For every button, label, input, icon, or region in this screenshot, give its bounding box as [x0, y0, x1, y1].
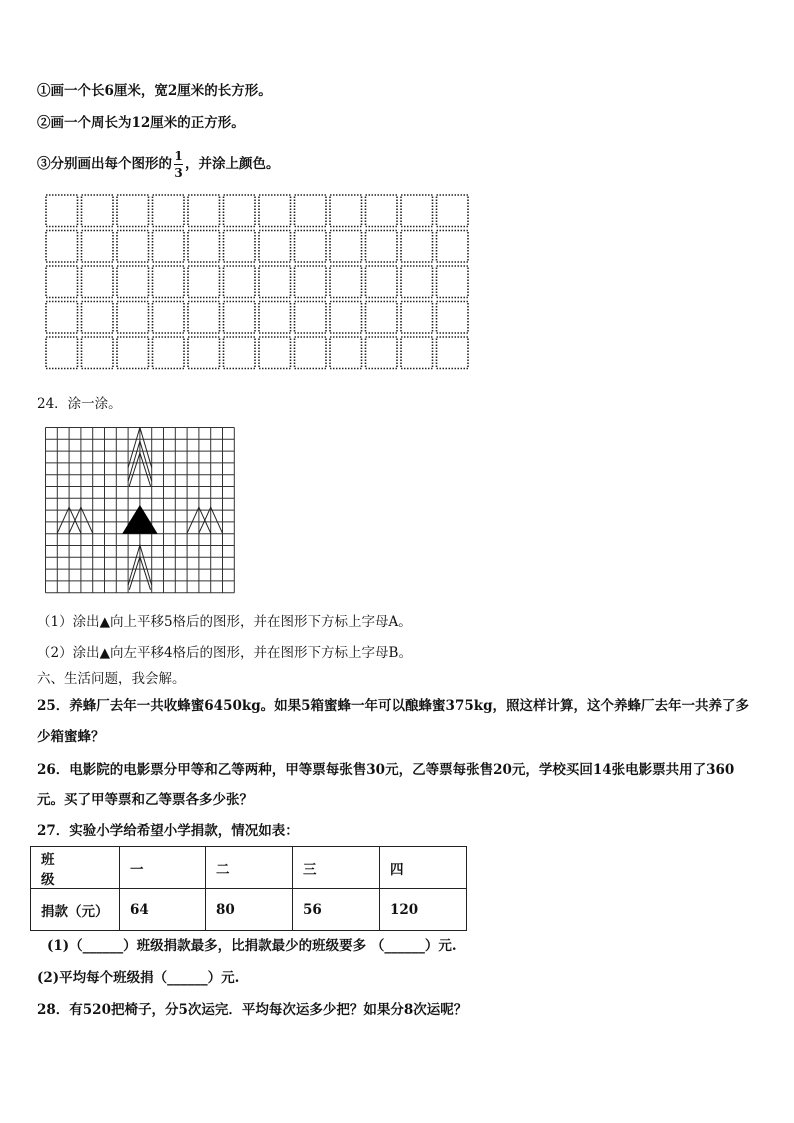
dotted-cell: [437, 195, 469, 227]
dotted-cell: [401, 231, 433, 263]
dotted-cell: [295, 195, 327, 227]
dotted-cell: [82, 231, 114, 263]
dotted-cell: [259, 302, 291, 334]
table-cell: 80: [206, 889, 293, 931]
table-cell: 56: [293, 889, 380, 931]
table-cell: 一: [120, 847, 206, 889]
dotted-cell: [188, 266, 220, 298]
q23-item3: [37, 149, 280, 180]
q23-item1: ①画一个长6厘米，宽2厘米的长方形。: [37, 83, 272, 99]
dotted-cell: [188, 231, 220, 263]
dotted-cell: [117, 266, 149, 298]
table-cell: 三: [293, 847, 380, 889]
q24-sub2: （2）涂出▲向左平移4格后的图形，并在图形下方标上字母B。: [37, 645, 412, 661]
table-cell: 二: [206, 847, 293, 889]
dotted-cell: [366, 231, 398, 263]
fraction-one-third: [174, 149, 183, 180]
table-cell: 四: [380, 847, 467, 889]
dotted-cell: [46, 195, 78, 227]
dotted-cell: [82, 266, 114, 298]
dotted-cell: [401, 195, 433, 227]
dotted-cell: [153, 266, 185, 298]
q24-sub1: （1）涂出▲向上平移5格后的图形，并在图形下方标上字母A。: [37, 614, 412, 630]
q23-item2: ②画一个周长为12厘米的正方形。: [37, 115, 245, 131]
q25-line2: 少箱蜜蜂？: [37, 729, 105, 745]
table-cell: 120: [380, 889, 467, 931]
q23-item3-prefix: ③分别画出每个图形的: [37, 156, 172, 172]
dotted-cell: [437, 337, 469, 369]
dotted-cell: [188, 195, 220, 227]
dotted-cell: [224, 195, 256, 227]
dotted-cell: [46, 337, 78, 369]
q28: 28．有520把椅子，分5次运完．平均每次运多少把？如果分8次运呢？: [37, 1002, 468, 1018]
dotted-cell: [224, 231, 256, 263]
table-row: [31, 889, 467, 931]
dotted-cell: [259, 337, 291, 369]
dotted-cell: [330, 195, 362, 227]
dotted-cell: [117, 195, 149, 227]
filled-triangle: [122, 505, 157, 534]
dotted-cell: [437, 302, 469, 334]
dotted-cell: [401, 266, 433, 298]
dotted-cell: [437, 231, 469, 263]
dotted-cell: [82, 195, 114, 227]
answer-blank[interactable]: ______: [167, 970, 208, 986]
q24-title: 24．涂一涂。: [37, 396, 122, 412]
q27-sub2: (2)平均每个班级捐（______）元.: [37, 970, 240, 986]
translation-figure-grid: [45, 427, 235, 595]
section-6-heading: 六、生活问题，我会解。: [37, 671, 186, 687]
dotted-cell: [366, 266, 398, 298]
dotted-cell: [330, 266, 362, 298]
dotted-cell: [259, 231, 291, 263]
table-row: [31, 847, 467, 889]
dotted-cell: [188, 337, 220, 369]
answer-blank[interactable]: ______: [82, 938, 124, 954]
dotted-cell: [82, 302, 114, 334]
dotted-cell: [366, 302, 398, 334]
q25-line1: 25．养蜂厂去年一共收蜂蜜6450kg。如果5箱蜜蜂一年可以酿蜂蜜375kg，照这样计算，这个养蜂厂去年一共养了多: [37, 698, 750, 714]
dotted-cell: [153, 337, 185, 369]
dotted-cell: [117, 337, 149, 369]
dotted-cell: [46, 266, 78, 298]
dotted-cell: [401, 302, 433, 334]
dotted-cell: [295, 337, 327, 369]
dotted-cell: [117, 302, 149, 334]
dotted-cell: [401, 337, 433, 369]
dotted-cell: [366, 337, 398, 369]
q27-sub1: (1)（______）班级捐款最多，比捐款最少的班级要多 （______）元.: [47, 938, 457, 954]
table-header-label: 班级: [31, 847, 120, 889]
donation-table: [30, 846, 467, 931]
fraction-denominator: 3: [174, 166, 183, 180]
fraction-numerator: 1: [174, 149, 183, 163]
dotted-cell: [295, 302, 327, 334]
dotted-cell: [224, 337, 256, 369]
dotted-cell: [224, 302, 256, 334]
dotted-cell: [295, 266, 327, 298]
q27-title: 27．实验小学给希望小学捐款，情况如表：: [37, 823, 299, 839]
dotted-cell: [295, 231, 327, 263]
dotted-cell: [153, 231, 185, 263]
dotted-cell: [46, 302, 78, 334]
dotted-cell: [82, 337, 114, 369]
dotted-cell: [330, 302, 362, 334]
dotted-cell: [224, 266, 256, 298]
dotted-drawing-grid: [43, 192, 475, 376]
q26-line1: 26．电影院的电影票分甲等和乙等两种，甲等票每张售30元，乙等票每张售20元，学校买回14张电影票共用了360: [37, 762, 735, 778]
dotted-cell: [437, 266, 469, 298]
dotted-cell: [366, 195, 398, 227]
dotted-cell: [46, 231, 78, 263]
dotted-cell: [117, 231, 149, 263]
dotted-cell: [330, 337, 362, 369]
dotted-cell: [259, 266, 291, 298]
dotted-cell: [153, 302, 185, 334]
table-cell: 64: [120, 889, 206, 931]
dotted-cell: [259, 195, 291, 227]
q26-line2: 元。买了甲等票和乙等票各多少张？: [37, 792, 253, 808]
table-row-label: 捐款（元）: [31, 889, 120, 931]
q23-item3-suffix: ，并涂上颜色。: [185, 156, 280, 172]
answer-blank[interactable]: ______: [384, 938, 425, 954]
dotted-cell: [330, 231, 362, 263]
dotted-cell: [153, 195, 185, 227]
dotted-cell: [188, 302, 220, 334]
